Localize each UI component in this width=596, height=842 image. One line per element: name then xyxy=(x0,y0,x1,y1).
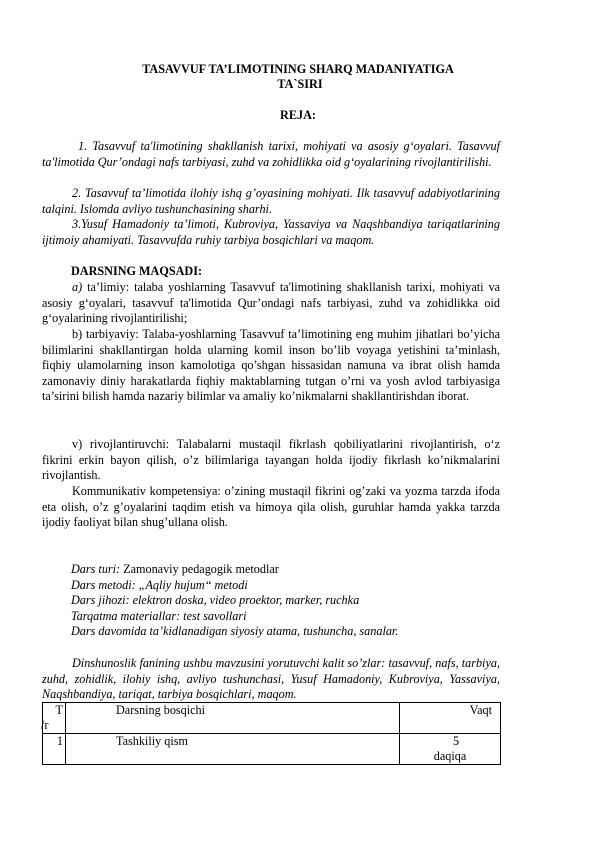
title-line-1: TASAVVUF TA’LIMOTINING SHARQ MADANIYATIGA xyxy=(142,62,454,76)
table-header-row xyxy=(43,703,501,734)
lesson-info xyxy=(71,562,398,640)
goal-communicative: Kommunikativ kompetensiya: o’zining mustaqil fikrini og’zaki va yozma tarzda ifoda eta olish, o’z g’oyalarini taqdim etish va himoya qila olish, guruhlar hamda yakka tarzda ijodiy faoliyat bilan shug’ullana olish. xyxy=(42,484,500,530)
table-row xyxy=(43,734,501,765)
goal-a: a) ta’limiy: talaba yoshlarning Tasavvuf ta'limotining shakllanish tarixi, mohiyati va asosiy g‘oyalari, tasavvuf ta'limotida Qur’ondagi nafs tarbiyasi, zuhd va zohidlikka oid g‘oyalarining rivojlantirilishi; xyxy=(42,280,500,326)
lesson-method: Dars metodi: „Aqliy hujum“ metodi xyxy=(71,577,248,592)
header-time: Vaqt xyxy=(400,703,501,734)
plan-item-3: 3.Yusuf Hamadoniy ta’limoti, Kubroviya, Yassaviya va Naqshbandiya tariqatlarining ijtimoiy ahamiyati. Tasavvufda ruhiy tarbiya bosqichlari va maqom. xyxy=(42,217,500,247)
lesson-handouts: Tarqatma materiallar: test savollari xyxy=(71,608,247,623)
plan-item-1: 1. Tasavvuf ta'limotining shakllanish tarixi, mohiyati va asosiy g‘oyalari. Tasavvuf ta'limotida Qur’ondagi nafs tarbiyasi, zuhd va zohidlikka oid g‘oyalarining rivojlantirilishi. xyxy=(42,139,500,169)
title-line-2: TA`SIRI xyxy=(277,77,323,91)
goal-v: v) rivojlantiruvchi: Talabalarni mustaqil fikrlash qobiliyatlarini rivojlantirish, o‘z fikrini erkin bayon qilish, o’z bilimlariga tayangan holda ijodiy fikrlash ko’nikmalarini rivojlantish. xyxy=(42,437,500,483)
plan-item-2: 2. Tasavvuf ta’limotida ilohiy ishq g’oyasining mohiyati. Ilk tasavvuf adabiyotlarining talqini. Islomda avliyo tushunchasining sharhi. xyxy=(42,186,500,216)
goal-b: b) tarbiyaviy: Talaba-yoshlarning Tasavvuf ta’limotining eng muhim jihatlari bo’yicha bilimlarini shakllantirgan holda ularning komil inson bo’lib voyaga yetishini ta’minlash, fiqhiy ulamolarning inson kamolotiga qo’shgan hissasidan namuna va ibrat olish hamda zamonaviy diniy harakatlarda fiqhiy maktablarning tutgan o’rni va yosh avlod tarbiyasiga ta’sirini bilish hamda nazariy bilimlar va amaliy ko’nikmalarni shakllantirishdan iborat. xyxy=(42,327,500,404)
header-no: T /r xyxy=(43,703,66,734)
row-time-value: 5 xyxy=(452,734,460,748)
lesson-equipment: Dars jihozi: elektron doska, video proektor, marker, ruchka xyxy=(71,593,360,608)
keywords-paragraph: Dinshunoslik fanining ushbu mavzusini yorutuvchi kalit so’zlar: tasavvuf, nafs, tarbiya, zuhd, zohidlik, ilohiy ishq, avliyo tushunchasi, Yusuf Hamadoniy, Kubroviya, Yassaviya, Naqshbandiya, tariqat, tarbiya bosqichlari, maqom. xyxy=(42,656,500,702)
row-no: 1 xyxy=(43,734,66,765)
header-stage: Darsning bosqichi xyxy=(66,703,400,734)
lesson-concepts: Dars davomida ta’kidlanadigan siyosiy atama, tushuncha, sanalar. xyxy=(71,624,399,639)
row-time-unit: daqiqa xyxy=(433,749,467,763)
row-stage: Tashkiliy qism xyxy=(66,734,400,765)
lesson-stages-table xyxy=(42,702,501,765)
plan-heading: REJA: xyxy=(280,108,316,122)
goals-heading: DARSNING MAQSADI: xyxy=(71,264,203,278)
row-time xyxy=(400,734,501,765)
lesson-type: Dars turi: Zamonaviy pedagogik metodlar xyxy=(71,562,279,576)
